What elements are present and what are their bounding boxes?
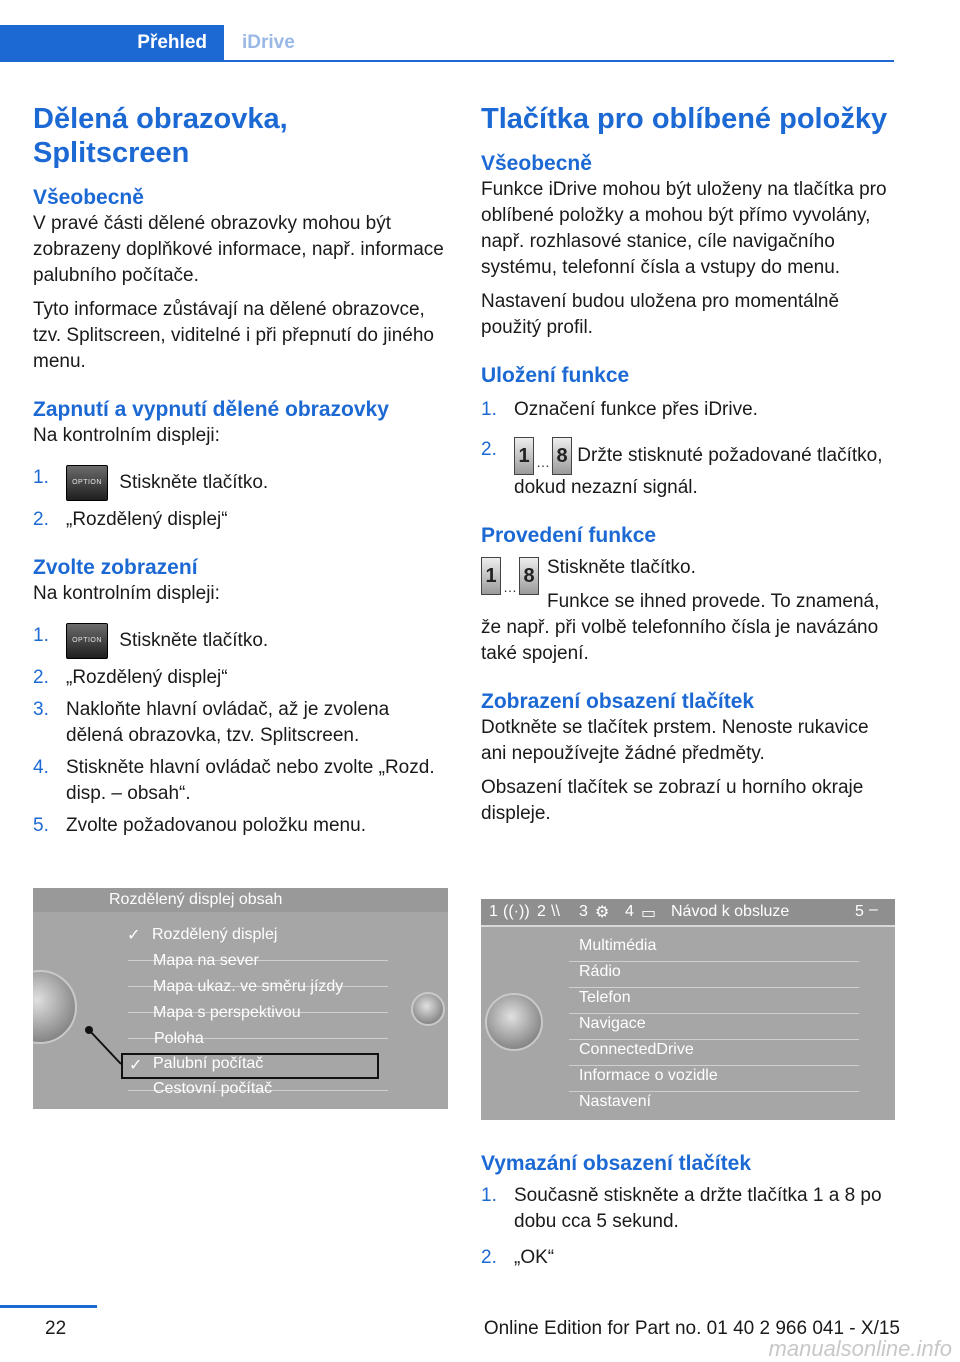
- heading-general-right: Všeobecně: [481, 152, 592, 175]
- list-item: 2. „Rozdělený displej“: [33, 509, 228, 530]
- option-button-icon: OPTION: [66, 465, 108, 501]
- paragraph: Obsazení tlačítek se zobrazí u horního okraje displeje.: [481, 777, 864, 824]
- favorite-key-8-icon: 8: [552, 437, 572, 475]
- paragraph: Na kontrolním displeji:: [33, 425, 220, 446]
- screen-item: Mapa ukaz. ve směru jízdy: [153, 978, 344, 995]
- paragraph: Stiskněte tlačítko.: [547, 557, 696, 578]
- screen-item: Informace o vozidle: [579, 1067, 718, 1084]
- splitscreen-menu-screenshot: [33, 888, 448, 1109]
- favorite-key-1-icon: 1: [514, 437, 534, 475]
- topbar-key: 4: [625, 903, 634, 920]
- screen-item: ConnectedDrive: [579, 1041, 694, 1058]
- heading-show-assignment: Zobrazení obsazení tlačítek: [481, 690, 755, 713]
- screen-item: Rozdělený displej: [152, 926, 278, 943]
- phone-icon: \\: [551, 903, 560, 920]
- paragraph: Nastavení budou uložena pro momentálně použitý profil.: [481, 291, 840, 338]
- screen-item: Nastavení: [579, 1093, 652, 1110]
- edition-info: Online Edition for Part no. 01 40 2 966 041 - X/15: [483, 1318, 900, 1339]
- controller-knob-icon: [485, 993, 543, 1051]
- pointer-line: [33, 888, 448, 1109]
- list-item: 4. Stiskněte hlavní ovládač nebo zvolte „Rozd. disp. – obsah“.: [33, 757, 435, 804]
- heading-toggle-splitscreen: Zapnutí a vypnutí dělené obrazovky: [33, 398, 389, 421]
- header-tabs: [0, 25, 894, 62]
- section-title-favorites: Tlačítka pro oblíbené položky: [481, 103, 888, 135]
- steps-list: [33, 623, 448, 839]
- right-column-bottom: [481, 1151, 896, 1279]
- heading-delete-assignment: Vymazání obsazení tlačítek: [481, 1152, 751, 1175]
- tab-idrive[interactable]: iDrive: [242, 31, 295, 53]
- topbar-key: 1: [489, 903, 498, 920]
- paragraph: Dotkněte se tlačítek prstem. Nenoste rukavice ani nepoužívejte žádné předměty.: [481, 717, 869, 764]
- screen-check-icon: ✓: [127, 927, 141, 944]
- section-title-splitscreen: Dělená obrazovka, Splitscreen: [33, 103, 288, 169]
- heading-save-function: Uložení funkce: [481, 364, 630, 387]
- tab-prehled[interactable]: Přehled: [0, 25, 224, 60]
- screen-item: Mapa na sever: [153, 952, 259, 969]
- steps-list: [33, 465, 448, 533]
- dash-icon: –: [869, 901, 878, 918]
- watermark: manualsonline.info: [768, 1336, 952, 1361]
- paragraph: Funkce se ihned provede. To znamená, že např. při volbě telefonního čísla je navázáno také spojení.: [481, 591, 880, 664]
- topbar-key: 2: [537, 903, 546, 920]
- steps-list: [481, 1183, 896, 1271]
- footer-rule: [0, 1305, 97, 1308]
- steps-list: [481, 397, 896, 501]
- heading-general-left: Všeobecně: [33, 186, 144, 209]
- list-item: 2. „OK“: [481, 1247, 555, 1268]
- header-rule: [0, 60, 894, 62]
- topbar-key: 5: [855, 903, 864, 920]
- list-item: 2. 1 … 8 Držte stisknuté požadované tlačítko, dokud nezazní signál.: [481, 439, 883, 498]
- antenna-icon: ((·)): [503, 903, 530, 920]
- gear-icon: ⚙: [595, 904, 610, 921]
- list-item: 1. Současně stiskněte a držte tlačítka 1 a 8 po dobu cca 5 sekund.: [481, 1185, 882, 1232]
- paragraph: Funkce iDrive mohou být uloženy na tlačítka pro oblíbené položky a mohou být přímo vyvolány, např. rozhlasové stanice, cíle navigačního systému, telefonní čísla a vstupy do menu.: [481, 179, 887, 278]
- screen-item-selected: Palubní počítač: [153, 1055, 264, 1072]
- heading-choose-view: Zvolte zobrazení: [33, 556, 198, 579]
- favorite-keys-icon: 1 … 8: [481, 557, 539, 595]
- screen-item: Navigace: [579, 1015, 646, 1032]
- list-item: 2. „Rozdělený displej“: [33, 667, 228, 688]
- topbar-label: Návod k obsluze: [671, 903, 790, 920]
- page-number: 22: [45, 1318, 67, 1339]
- paragraph: Na kontrolním displeji:: [33, 583, 220, 604]
- heading-execute-function: Provedení funkce: [481, 524, 657, 547]
- list-item: 1. OPTION Stiskněte tlačítko.: [33, 623, 448, 659]
- option-button-icon: OPTION: [66, 623, 108, 659]
- right-column: [481, 102, 896, 835]
- paragraph: Tyto informace zůstávají na dělené obrazovce, tzv. Splitscreen, viditelné i při přepnutí do jiného menu.: [33, 299, 434, 372]
- screen-item: Rádio: [579, 963, 621, 980]
- list-item: 3. Nakloňte hlavní ovládač, až je zvolena dělená obrazovka, tzv. Splitscreen.: [33, 699, 390, 746]
- screen-item: Cestovní počítač: [153, 1080, 273, 1097]
- left-column: [33, 102, 448, 847]
- screen-item: Telefon: [579, 989, 631, 1006]
- screen-item: Poloha: [154, 1030, 204, 1047]
- screen-check-icon: ✓: [129, 1057, 143, 1074]
- favorites-menu-screenshot: [481, 899, 895, 1120]
- screen-title: Rozdělený displej obsah: [109, 891, 283, 908]
- screen-item: Mapa s perspektivou: [153, 1004, 301, 1021]
- paragraph: V pravé části dělené obrazovky mohou být zobrazeny doplňkové informace, např. informace palubního počítače.: [33, 213, 444, 286]
- list-item: 5. Zvolte požadovanou položku menu.: [33, 815, 366, 836]
- car-icon: ▭: [641, 905, 657, 922]
- screen-item: Multimédia: [579, 937, 657, 954]
- list-item: 1. OPTION Stiskněte tlačítko.: [33, 465, 448, 501]
- topbar-key: 3: [579, 903, 588, 920]
- list-item: 1. Označení funkce přes iDrive.: [481, 399, 758, 420]
